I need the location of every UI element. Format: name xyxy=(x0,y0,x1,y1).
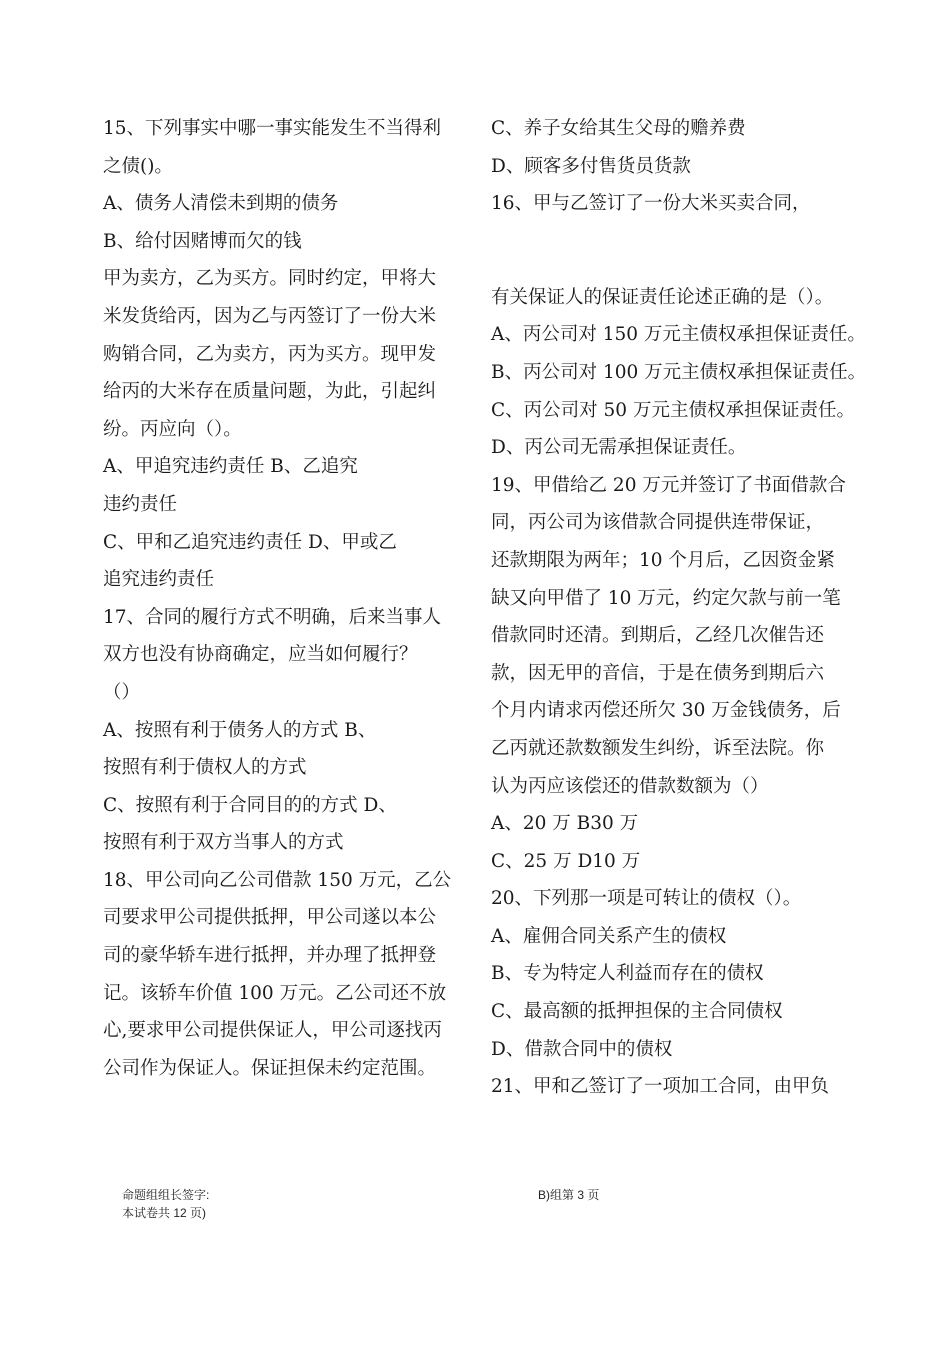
total-pages: 本试卷共 12 页) xyxy=(122,1206,207,1220)
text-line: 15、下列事实中哪一事实能发生不当得利 xyxy=(103,118,442,139)
text-line: C、丙公司对 50 万元主债权承担保证责任。 xyxy=(491,399,855,421)
text-line: C、养子女给其生父母的赡养费 xyxy=(491,118,746,139)
text-line: 16、甲与乙签订了一份大米买卖合同， xyxy=(491,193,811,215)
text-line: 个月内请求丙偿还所欠 30 万金钱债务，后 xyxy=(491,700,841,722)
text-line: 还款期限为两年；10 个月后，乙因资金紧 xyxy=(491,549,835,571)
text-line: 缺又向甲借了 10 万元，约定欠款与前一笔 xyxy=(491,587,841,609)
text-line: A、甲追究违约责任 B、乙追究 xyxy=(103,456,358,478)
text-line: 违约责任 xyxy=(103,493,178,515)
text-line: D、丙公司无需承担保证责任。 xyxy=(491,437,747,459)
text-line: 同，丙公司为该借款合同提供连带保证， xyxy=(491,512,825,534)
text-line: B、专为特定人利益而存在的债权 xyxy=(491,963,764,985)
text-line: A、20 万 B30 万 xyxy=(491,813,639,835)
text-line: 司要求甲公司提供抵押，甲公司遂以本公 xyxy=(103,907,437,929)
signature-label: 命题组组长签字: xyxy=(122,1188,210,1202)
text-line: 给丙的大米存在质量问题，为此，引起纠 xyxy=(103,381,437,403)
text-line: 司的豪华轿车进行抵押，并办理了抵押登 xyxy=(103,945,437,967)
text-line: 心,要求甲公司提供保证人，甲公司逐找丙 xyxy=(103,1020,442,1042)
text-line: 21、甲和乙签订了一项加工合同，由甲负 xyxy=(491,1076,830,1098)
text-line: 19、甲借给乙 20 万元并签订了书面借款合 xyxy=(491,474,846,496)
text-line: A、债务人清偿未到期的债务 xyxy=(103,193,339,215)
text-line: 米发货给丙，因为乙与丙签订了一份大米 xyxy=(103,305,437,327)
text-line: C、按照有利于合同目的的方式 D、 xyxy=(103,794,397,816)
text-line: 纷。丙应向（）。 xyxy=(103,418,242,440)
text-line: D、顾客多付售货员货款 xyxy=(491,155,691,177)
text-line: 20、下列那一项是可转让的债权（）。 xyxy=(491,888,802,910)
text-line: A、雇佣合同关系产生的债权 xyxy=(491,925,727,947)
text-line: 甲为卖方，乙为买方。同时约定，甲将大 xyxy=(103,268,437,290)
text-line: A、按照有利于债务人的方式 B、 xyxy=(103,719,377,741)
page-number: B)组第 3 页 xyxy=(538,1188,600,1202)
text-line: 按照有利于债权人的方式 xyxy=(103,757,307,779)
text-line: 公司作为保证人。保证担保未约定范围。 xyxy=(103,1057,437,1079)
text-line: 款，因无甲的音信，于是在债务到期后六 xyxy=(491,662,825,684)
text-line: 有关保证人的保证责任论述正确的是（）。 xyxy=(491,286,834,308)
text-line: 18、甲公司向乙公司借款 150 万元，乙公 xyxy=(103,869,452,891)
text-line: 17、合同的履行方式不明确，后来当事人 xyxy=(103,606,442,628)
text-line: 追究违约责任 xyxy=(103,569,215,591)
text-line: （） xyxy=(103,681,141,703)
column-gap xyxy=(491,223,871,279)
text-line: 借款同时还清。到期后，乙经几次催告还 xyxy=(491,625,825,647)
text-line: 之债()。 xyxy=(103,155,173,177)
text-line: C、甲和乙追究违约责任 D、甲或乙 xyxy=(103,531,397,553)
text-line: B、丙公司对 100 万元主债权承担保证责任。 xyxy=(491,361,867,383)
text-line: A、丙公司对 150 万元主债权承担保证责任。 xyxy=(491,324,866,346)
text-line: D、借款合同中的债权 xyxy=(491,1038,673,1060)
text-line: 记。该轿车价值 100 万元。乙公司还不放 xyxy=(103,982,447,1004)
text-line: 按照有利于双方当事人的方式 xyxy=(103,832,344,854)
right-column xyxy=(491,110,871,1106)
text-line: B、给付因赌博而欠的钱 xyxy=(103,230,302,252)
text-line: C、最高额的抵押担保的主合同债权 xyxy=(491,1001,783,1023)
text-line: 购销合同，乙为卖方，丙为买方。现甲发 xyxy=(103,343,437,365)
text-line: C、25 万 D10 万 xyxy=(491,850,641,872)
text-line: 双方也没有协商确定，应当如何履行？ xyxy=(103,644,418,666)
left-column xyxy=(103,110,473,1087)
text-line: 认为丙应该偿还的借款数额为（） xyxy=(491,775,769,797)
text-line: 乙丙就还款数额发生纠纷，诉至法院。你 xyxy=(491,737,825,759)
